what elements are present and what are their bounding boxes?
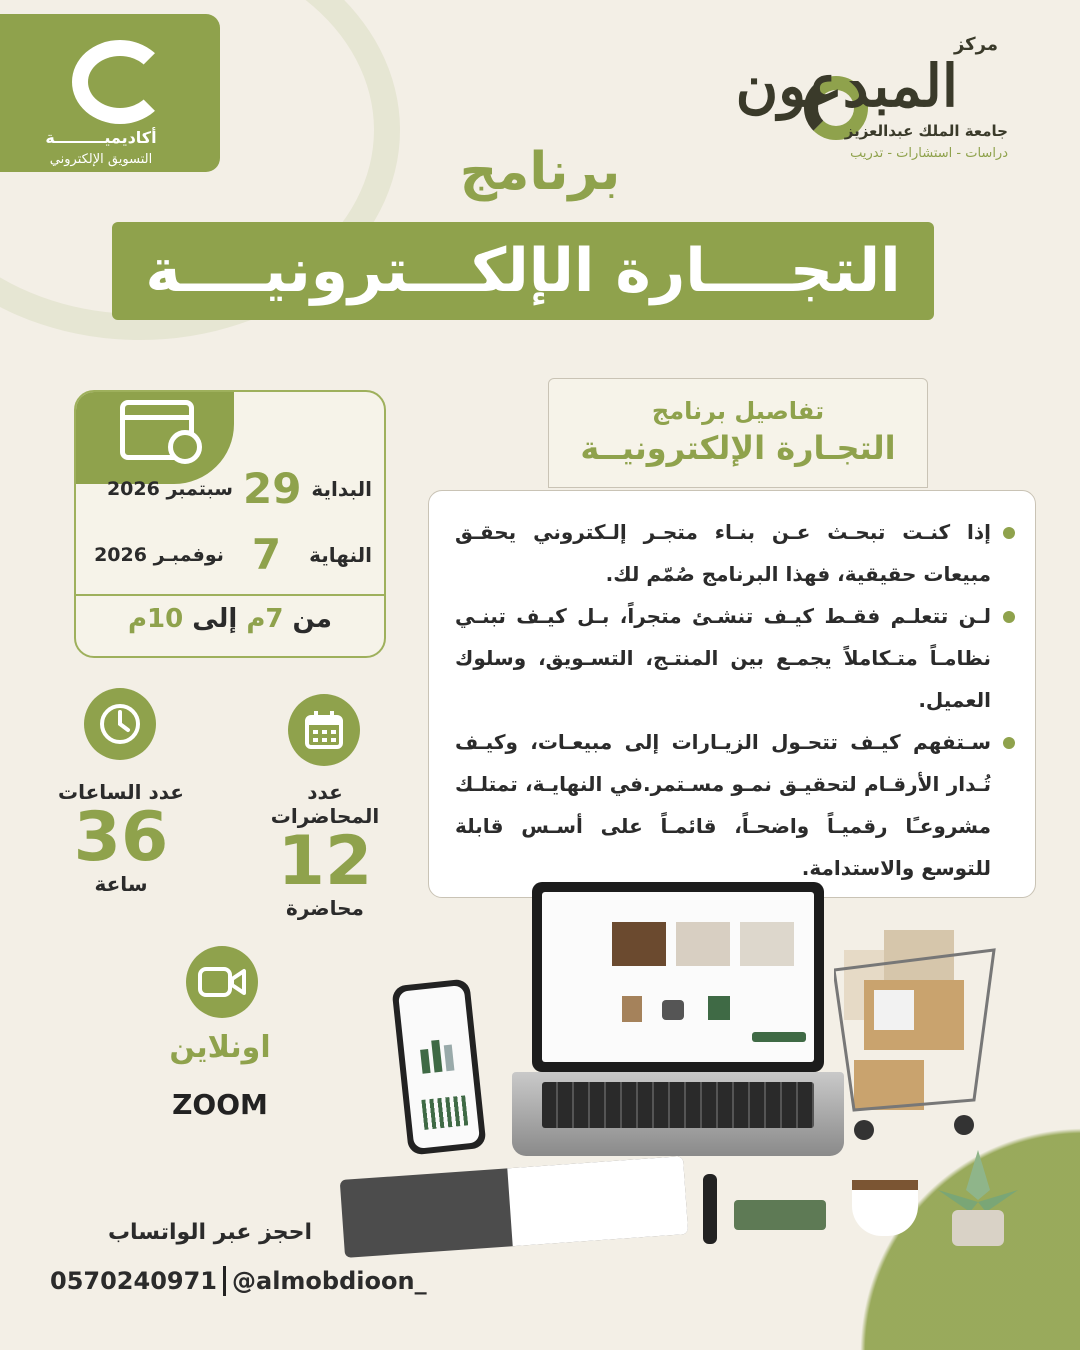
video-camera-icon <box>186 946 258 1018</box>
academy-name-line1: أكاديميـــــــــة <box>45 128 157 147</box>
pen-illustration <box>703 1174 717 1244</box>
center-tagline: دراسات - استشارات - تدريب <box>850 146 1008 161</box>
coffee-cup-illustration <box>852 1180 918 1236</box>
time-to: 10م <box>127 604 184 634</box>
credit-card-illustration <box>734 1200 826 1230</box>
hours-label: عدد الساعات <box>58 780 184 804</box>
center-university: جامعة الملك عبدالعزيز <box>844 122 1008 140</box>
details-box <box>428 490 1036 898</box>
time-from: 7م <box>246 604 284 634</box>
calendar-icon <box>288 694 360 766</box>
center-name: المبدعون <box>735 52 958 120</box>
booking-label: احجز عبر الواتساب <box>107 1220 313 1245</box>
laptop-keyboard <box>512 1072 844 1156</box>
laptop-illustration <box>532 882 824 1072</box>
plant-illustration <box>928 1140 1028 1250</box>
end-label: النهاية <box>309 542 372 567</box>
program-title-bar <box>112 222 934 320</box>
phone-number[interactable]: 0570240971 <box>50 1267 217 1295</box>
separator <box>223 1266 226 1296</box>
platform-label: ZOOM <box>172 1088 268 1121</box>
notebook-illustration <box>340 1156 689 1258</box>
details-heading-2: التجـارة الإلكترونيــة <box>580 429 896 467</box>
session-time <box>76 604 384 634</box>
online-label: اونلاين <box>169 1030 271 1065</box>
details-heading-1: تفاصيل برنامج <box>651 397 825 425</box>
program-title: التجــــارة الإلكـــترونيــــة <box>145 236 901 306</box>
lectures-stat <box>250 780 400 920</box>
start-day: 29 <box>242 464 302 513</box>
divider <box>76 594 384 596</box>
shopping-cart-illustration <box>834 910 1004 1150</box>
lectures-value: 12 <box>277 822 373 901</box>
time-mid: إلى <box>192 604 238 634</box>
details-bullet: لـن تتعلـم فقـط كيـف تنشـئ متجراً، بـل كيـف تبنـي نظامـاً متـكاملاً يجمـع بين المنتـج، التسـويق، وسلوك العميل. <box>455 595 1009 721</box>
hours-value: 36 <box>73 798 169 877</box>
start-month: سبتمبر 2026 <box>106 477 233 500</box>
start-label: البداية <box>311 476 372 501</box>
clock-icon <box>168 430 202 464</box>
academy-e-icon <box>72 40 168 124</box>
details-bullet: سـتفهم كيـف تتحـول الزيـارات إلى مبيعـات، وكيـف تُـدار الأرقـام لتحقيـق نمـو مسـتمر.في النهايـة، تمتلـك مشروعـًا رقميـاً واضحـاً، قائمـاً على أسـس قابلة للتوسع والاستدامة. <box>455 721 1009 889</box>
details-header <box>548 378 928 488</box>
phone-illustration <box>391 978 486 1155</box>
schedule-card <box>74 390 386 658</box>
hours-unit: ساعة <box>94 872 148 896</box>
end-month: نوفمبـر 2026 <box>94 543 224 566</box>
lectures-label: عدد المحاضرات <box>270 780 380 828</box>
academy-name-line2: التسويق الإلكتروني <box>49 152 153 167</box>
details-bullet: إذا كنـت تبحـث عـن بنـاء متجـر إلـكتروني يحقـق مبيعات حقيقية، فهذا البرنامج صُمّم لك. <box>455 511 1009 595</box>
program-label: برنامج <box>459 142 621 202</box>
start-row <box>88 464 372 513</box>
clock-icon <box>84 688 156 760</box>
hours-stat <box>54 780 188 896</box>
end-day: 7 <box>251 530 282 579</box>
social-handle[interactable]: @almobdioon_ <box>232 1267 427 1295</box>
end-row <box>88 530 372 579</box>
lectures-unit: محاضرة <box>286 896 364 920</box>
contact-line <box>50 1266 427 1296</box>
time-prefix: من <box>292 604 333 634</box>
center-prefix: مركز <box>953 34 998 55</box>
